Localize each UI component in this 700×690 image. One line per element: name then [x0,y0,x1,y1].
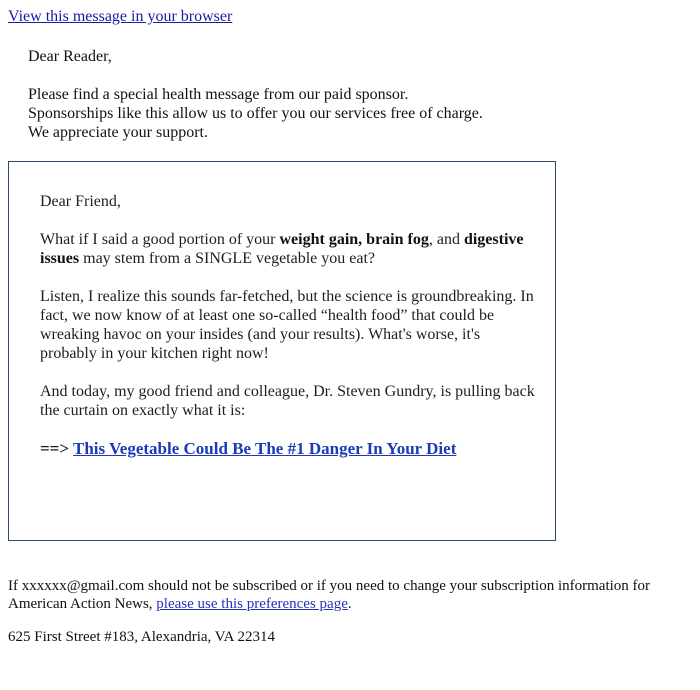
ad-p1-text-c: , and [428,231,464,248]
sponsor-ad-box [8,161,556,541]
intro-greeting: Dear Reader, [28,48,112,65]
ad-cta [40,439,535,458]
footer-text-a: If xxxxxx@gmail.com should not be subscribed or if you need to change your subscription information for American Action News, [8,578,651,612]
ad-p1-text-a: What if I said a good portion of your [40,231,280,248]
ad-p1-bold-2: digestive issues [40,231,524,267]
preferences-link[interactable]: please use this preferences page [156,596,348,612]
footer-subscription-text [8,577,693,613]
intro-body [28,85,588,142]
intro-message [28,47,588,161]
ad-paragraph-3: And today, my good friend and colleague, Dr. Steven Gundry, is pulling back the curtain on exactly what it is: [40,383,535,419]
sponsor-ad-content [40,192,535,477]
ad-paragraph-2: Listen, I realize this sounds far-fetched, but the science is groundbreaking. In fact, we now know of at least one so-called “health food” that could be wreaking havoc on your insides (and your results). What's worse, it's probably in your kitchen right now! [40,288,534,362]
intro-line-3: We appreciate your support. [28,124,208,141]
footer [8,577,693,661]
footer-address: 625 First Street #183, Alexandria, VA 22314 [8,629,275,645]
ad-p1-text-d: may stem from a SINGLE vegetable you eat? [79,250,376,267]
ad-greeting: Dear Friend, [40,193,121,210]
ad-paragraph-1 [40,230,535,268]
footer-text-b: . [347,596,352,612]
cta-arrow: ==> [40,439,74,458]
view-in-browser-link[interactable]: View this message in your browser [8,8,233,25]
ad-p1-bold-1: weight gain, brain fog [279,231,429,248]
cta-link[interactable]: This Vegetable Could Be The #1 Danger In Your Diet [73,439,457,458]
intro-line-2: Sponsorships like this allow us to offer you our services free of charge. [28,105,483,122]
intro-line-1: Please find a special health message from our paid sponsor. [28,86,409,103]
